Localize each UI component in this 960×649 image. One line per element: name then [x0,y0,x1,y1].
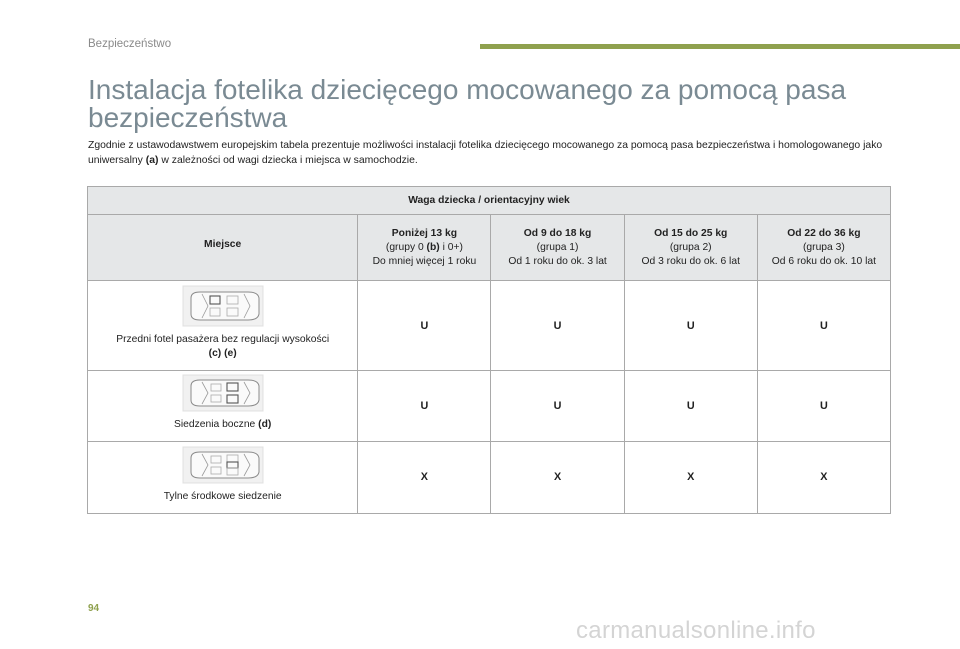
table-row [88,371,891,442]
column-group-text: (grupy 0 [385,241,427,253]
car-rear-middle-seat-icon [182,446,264,484]
value-cell: U [757,371,890,442]
column-title: Od 22 do 36 kg [787,227,861,239]
table-header-row [88,187,891,215]
seat-label: Tylne środkowe siedzenie [163,490,282,502]
column-header-group-0 [358,215,491,281]
section-label: Bezpieczeństwo [88,38,172,50]
intro-text-1: Zgodnie z ustawodawstwem europejskim tabela prezentuje możliwości instalacji fotelika dziecięcego mocowanego za pomocą pasa bezpieczeństwa i homologowanego jako uniwersalny [88,140,883,166]
seat-cell [88,442,358,514]
section-accent-bar [480,44,960,49]
table-row [88,442,891,514]
weight-age-header: Waga dziecka / orientacyjny wiek [88,187,891,215]
column-header-group-1 [491,215,624,281]
column-title: Od 9 do 18 kg [523,227,592,239]
column-group-text: i 0+) [439,241,463,253]
watermark: carmanualsonline.info [576,617,816,644]
intro-text-2: w zależności od wagi dziecka i miejsca w samochodzie. [158,154,418,166]
car-front-passenger-seat-icon [182,285,264,327]
child-seat-table [87,186,891,514]
place-header: Miejsce [88,215,358,281]
seat-label: Przedni fotel pasażera bez regulacji wysokości [116,333,330,345]
column-age: Do mniej więcej 1 roku [372,255,477,267]
column-age: Od 1 roku do ok. 3 lat [508,255,607,267]
column-age: Od 3 roku do ok. 6 lat [641,255,740,267]
car-rear-side-seats-icon [182,374,264,412]
value-cell: X [358,442,491,514]
value-cell: U [358,281,491,371]
value-cell: X [491,442,624,514]
column-group: (grupa 3) [803,241,845,253]
column-group: (grupa 1) [536,241,579,253]
value-cell: U [358,371,491,442]
seat-ref: (d) [258,419,272,430]
page-title: Instalacja fotelika dziecięcego mocowanego za pomocą pasa bezpieczeństwa [88,74,847,133]
value-cell: X [757,442,890,514]
table-row [88,281,891,371]
seat-cell [88,281,358,371]
column-group [358,241,490,255]
value-cell: X [624,442,757,514]
table-columns-row [88,215,891,281]
column-title: Poniżej 13 kg [391,227,458,239]
value-cell: U [624,371,757,442]
column-header-group-2 [624,215,757,281]
intro-paragraph [88,139,898,168]
page-number: 94 [88,603,100,614]
seat-label-line [88,418,357,432]
value-cell: U [491,371,624,442]
column-header-group-3 [757,215,890,281]
column-group: (grupa 2) [669,241,712,253]
value-cell: U [624,281,757,371]
intro-ref: (a) [145,154,159,166]
column-group-ref: (b) [426,241,440,253]
value-cell: U [757,281,890,371]
value-cell: U [491,281,624,371]
column-age: Od 6 roku do ok. 10 lat [771,255,876,267]
seat-label: Siedzenia boczne [174,419,259,430]
seat-cell [88,371,358,442]
column-title: Od 15 do 25 kg [654,227,728,239]
seat-ref: (c) (e) [208,347,237,359]
